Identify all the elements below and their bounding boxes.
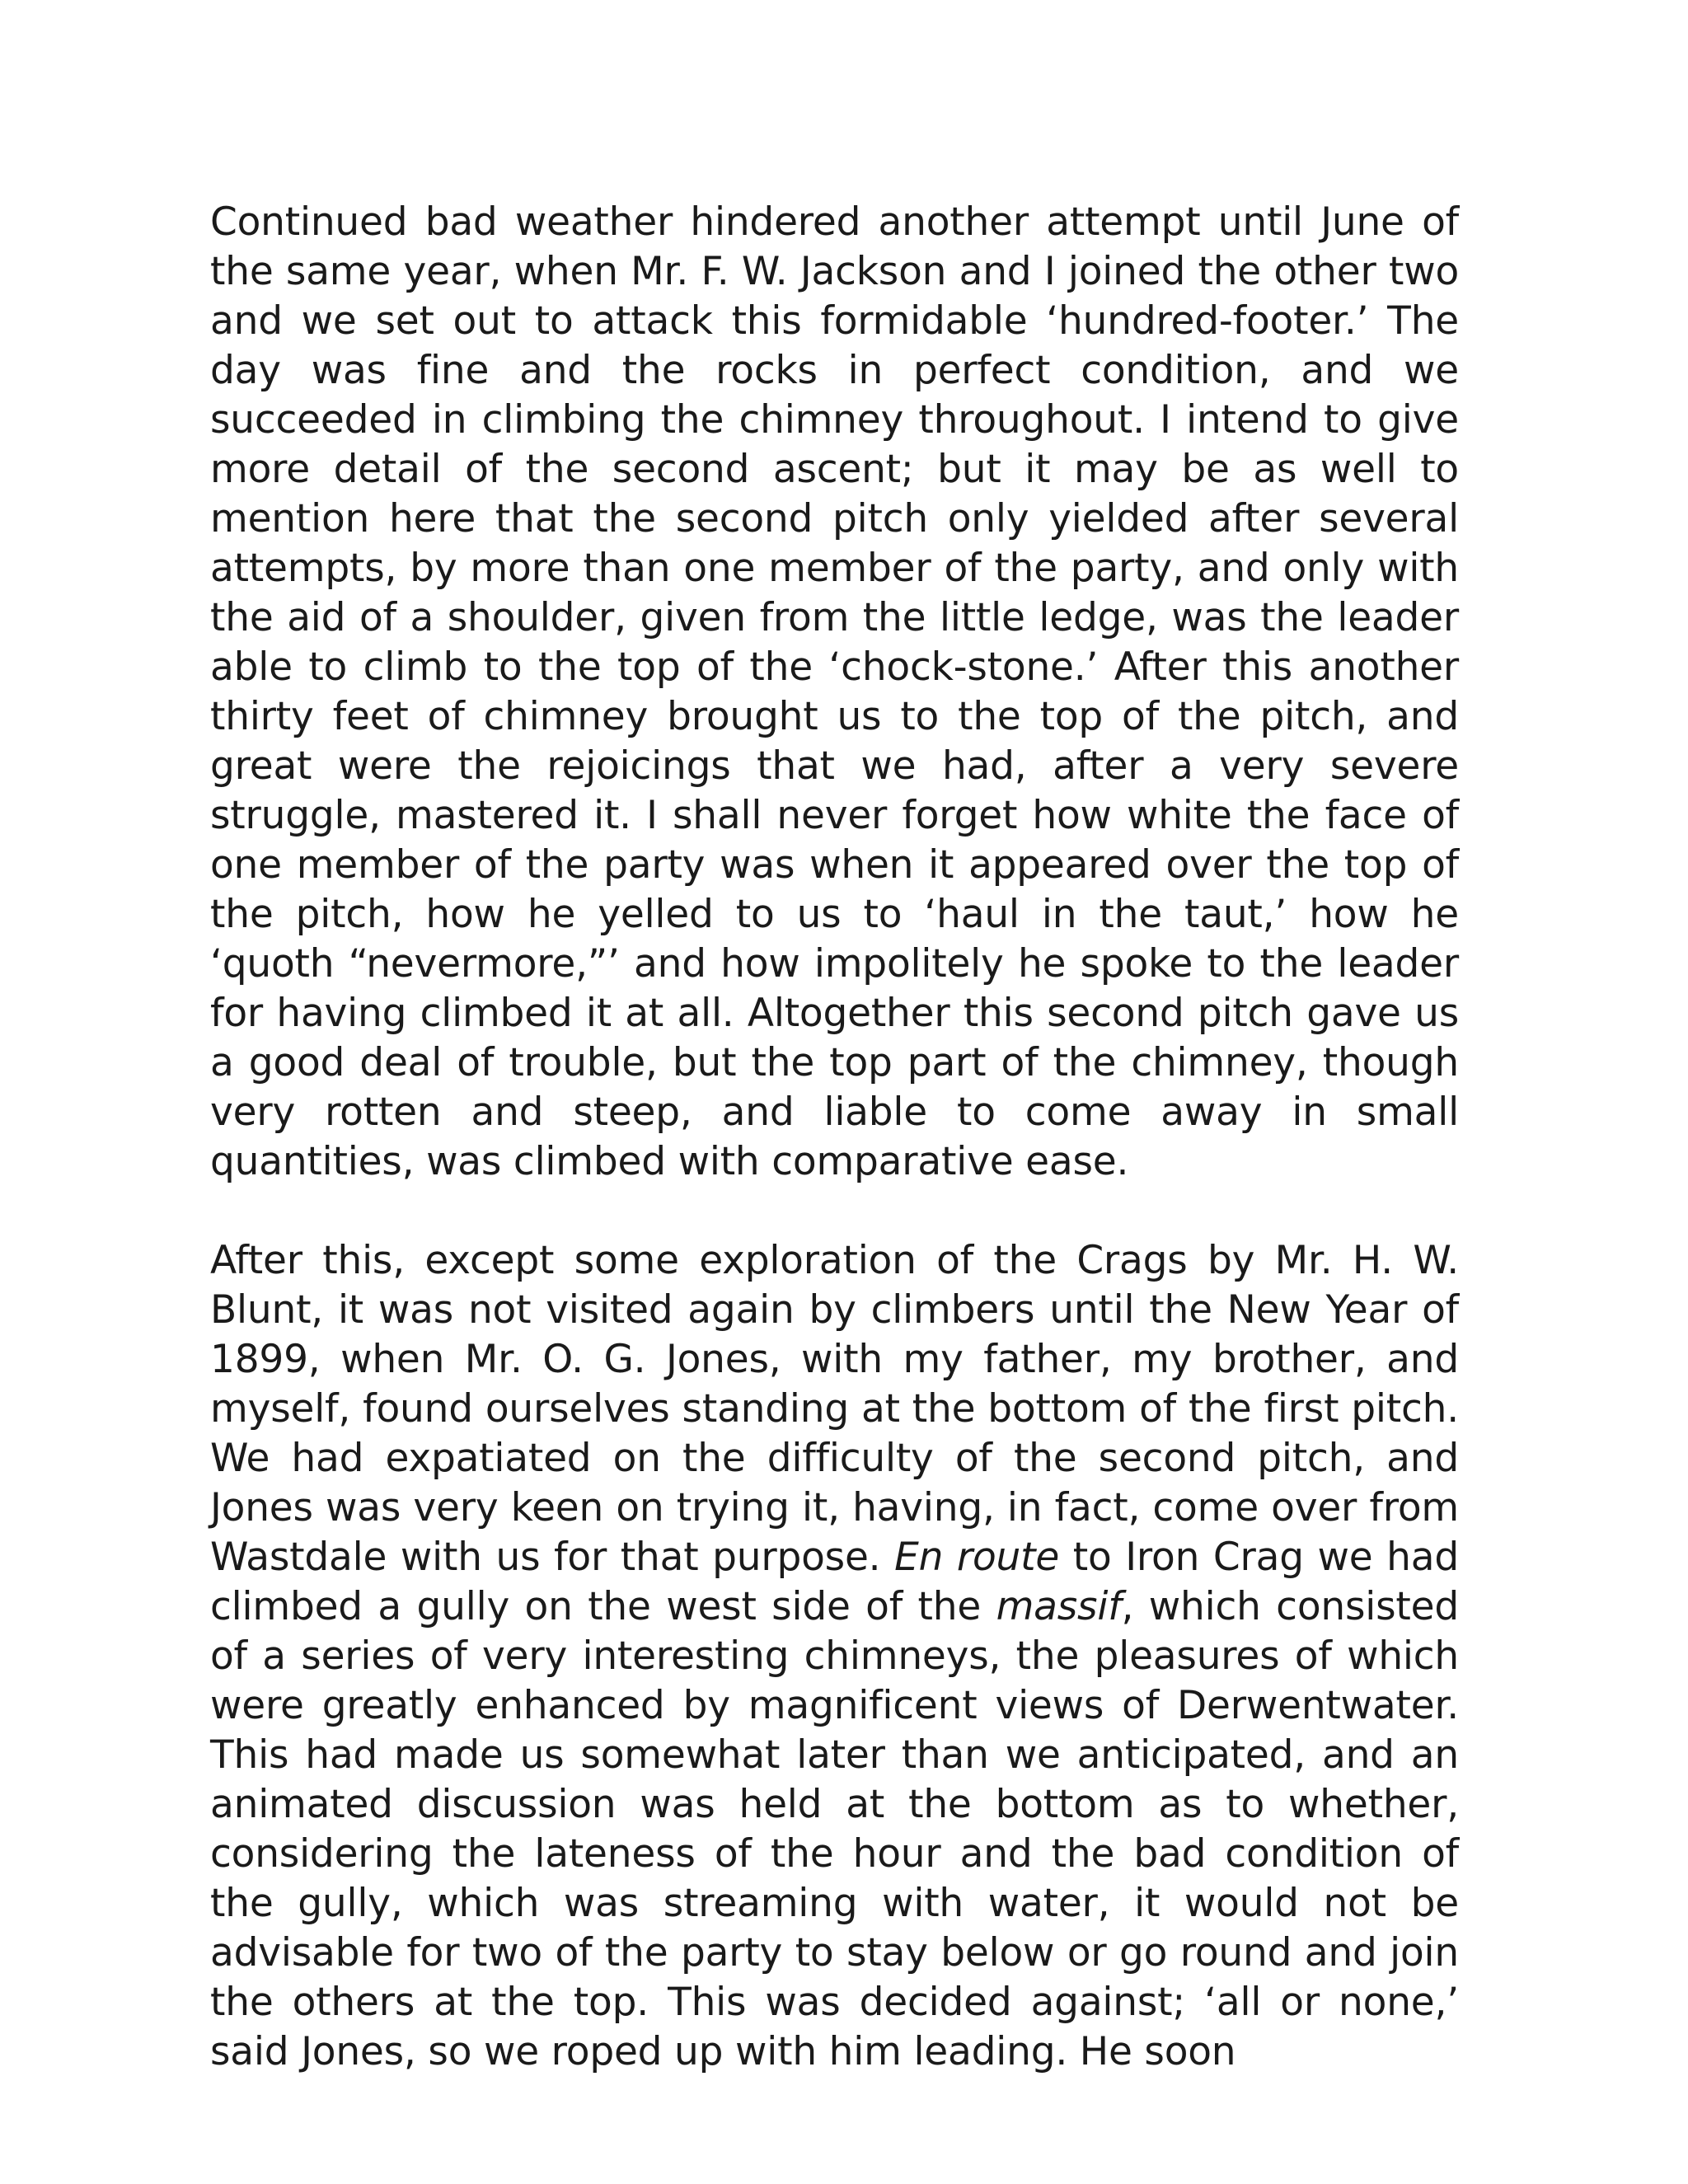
paragraph-2 <box>210 1236 1459 2077</box>
document-page <box>210 198 1459 2077</box>
paragraph-2-text-c: , which consisted of a series of very interesting chimneys, the pleasures of which were greatly enhanced by magnificent views of Derwentwater. This had made us somewhat later than we anticipated, and an animated discussion was held at the bottom as to whether, considering the lateness of the hour and the bad condition of the gully, which was streaming with water, it would not be advisable for two of the party to stay below or go round and join the others at the top. This was decided against; ‘all or none,’ said Jones, so we roped up with him leading. He soon <box>210 1584 1459 2074</box>
italic-word-massif: massif <box>996 1584 1122 1629</box>
italic-phrase-en-route: En route <box>894 1535 1060 1580</box>
paragraph-2-text-a: After this, except some exploration of the Crags by Mr. H. W. Blunt, it was not visited again by climbers until the New Year of 1899, when Mr. O. G. Jones, with my father, my brother, and myself, found ourselves standing at the bottom of the first pitch. We had expatiated on the difficulty of the second pitch, and Jones was very keen on trying it, having, in fact, come over from Wastdale with us for that purpose. <box>210 1238 1459 1580</box>
paragraph-1-text: Continued bad weather hindered another attempt until June of the same year, when Mr. F. W. Jackson and I joined the other two and we set out to attack this formidable ‘hundred-footer.’ The day was fine and the rocks in perfect condition, and we succeeded in climbing the chimney throughout. I intend to give more detail of the second ascent; but it may be as well to mention here that the second pitch only yielded after several attempts, by more than one member of the party, and only with the aid of a shoulder, given from the little ledge, was the leader able to climb to the top of the ‘chock-stone.’ After this another thirty feet of chimney brought us to the top of the pitch, and great were the rejoicings that we had, after a very severe struggle, mastered it. I shall never forget how white the face of one member of the party was when it appeared over the top of the pitch, how he yelled to us to ‘haul in the taut,’ how he ‘quoth “nevermore,”’ and how impolitely he spoke to the leader for having climbed it at all. Altogether this second pitch gave us a good deal of trouble, but the top part of the chimney, though very rotten and steep, and liable to come away in small quantities, was climbed with comparative ease. <box>210 199 1459 1184</box>
paragraph-2-text-b: to Iron Crag we had climbed a gully on the west side of the <box>210 1535 1459 1629</box>
paragraph-1 <box>210 198 1459 1187</box>
